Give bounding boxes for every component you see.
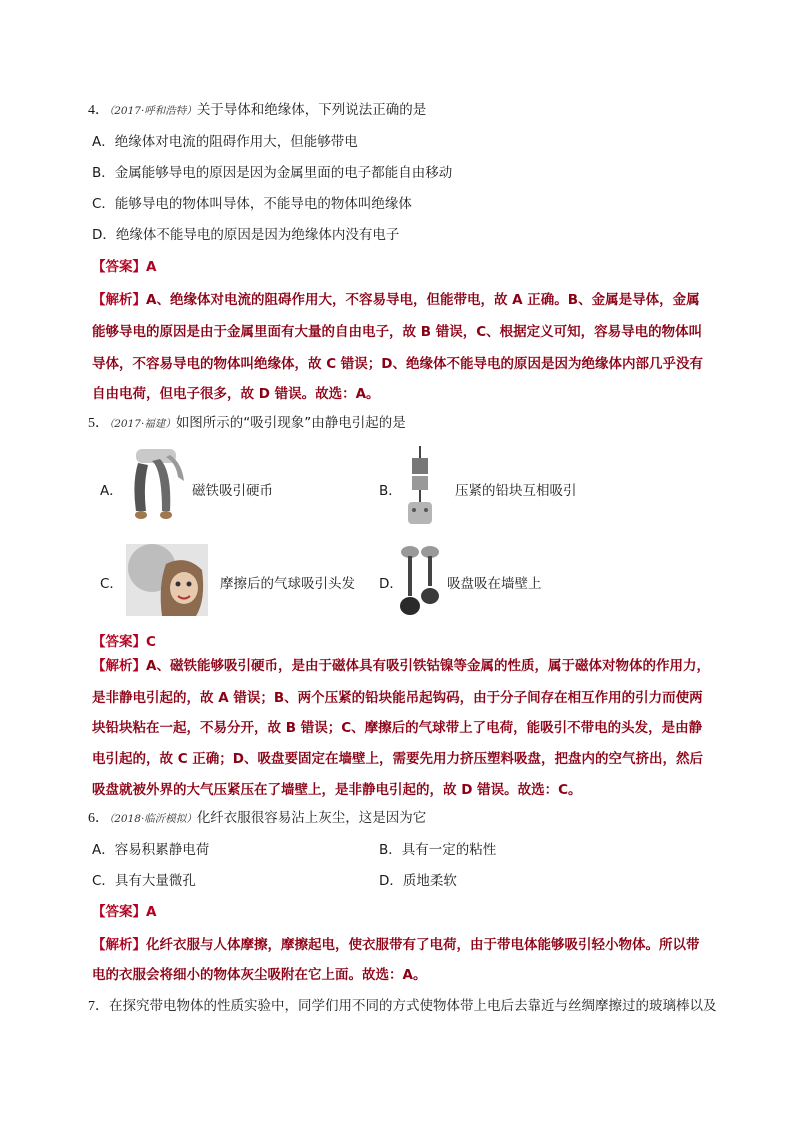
question-source: （2018·临沂模拟） xyxy=(109,813,197,825)
q4-answer xyxy=(92,257,156,277)
q4-analysis-line-4: 自由电荷，但电子很多，故 D 错误。故选：A。 xyxy=(92,386,380,402)
question-text: 在探究带电物体的性质实验中，同学们用不同的方式使物体带上电后去靠近与丝绸摩擦过的玻璃棒以及 xyxy=(109,998,717,1014)
q5-analysis-line-1 xyxy=(92,656,710,676)
suction-cup-image xyxy=(396,544,442,620)
q4-option-a: A．绝缘体对电流的阻碍作用大，但能够带电 xyxy=(92,134,358,150)
question-number: 4． xyxy=(88,103,109,118)
q6-option-d: D．质地柔软 xyxy=(379,873,457,889)
q5-option-c-text: 摩擦后的气球吸引头发 xyxy=(220,576,355,592)
q5-option-c-letter: C． xyxy=(100,576,123,592)
answer-label: 【答案】 xyxy=(92,634,146,650)
question-source: （2017·福建） xyxy=(109,418,176,430)
q4-option-d: D．绝缘体不能导电的原因是因为绝缘体内没有电子 xyxy=(92,227,400,243)
question-text: 如图所示的“吸引现象”由静电引起的是 xyxy=(175,415,406,431)
question-number: 5． xyxy=(88,416,109,431)
lead-blocks-image xyxy=(400,446,440,530)
q5-option-d-text: 吸盘吸在墙壁上 xyxy=(447,576,542,592)
q5-option-d-letter: D． xyxy=(379,576,403,592)
answer-value: A xyxy=(146,904,157,920)
q6-analysis-line-2: 电的衣服会将细小的物体灰尘吸附在它上面。故选：A。 xyxy=(92,967,427,983)
answer-value: C xyxy=(146,634,156,650)
q4-analysis-line-1 xyxy=(92,290,700,310)
q5-option-a-text: 磁铁吸引硬币 xyxy=(192,483,273,499)
answer-label: 【答案】 xyxy=(92,904,146,920)
analysis-text: 化纤衣服与人体摩擦，摩擦起电，使衣服带有了电荷，由于带电体能够吸引轻小物体。所以带 xyxy=(146,937,700,953)
q6-option-b: B．具有一定的粘性 xyxy=(379,842,497,858)
analysis-text: A、绝缘体对电流的阻碍作用大，不容易导电，但能带电，故 A 正确。B、金属是导体，金属 xyxy=(146,292,700,308)
q5-option-b-letter: B． xyxy=(379,483,402,499)
question-number: 6． xyxy=(88,811,109,826)
q5-analysis-line-3: 块铅块粘在一起，不易分开，故 B 错误；C、摩擦后的气球带上了电荷，能吸引不带电的头发，是由静 xyxy=(92,720,703,736)
q6-option-a: A．容易积累静电荷 xyxy=(92,842,210,858)
q6-answer xyxy=(92,902,156,922)
q6-analysis-line-1 xyxy=(92,935,700,955)
q5-option-a-letter: A． xyxy=(100,483,123,499)
analysis-text: A、磁铁能够吸引硬币，是由于磁体具有吸引铁钴镍等金属的性质，属于磁体对物体的作用力， xyxy=(146,658,710,674)
answer-label: 【答案】 xyxy=(92,259,146,275)
question-text: 关于导体和绝缘体，下列说法正确的是 xyxy=(196,102,427,118)
q6-option-c: C．具有大量微孔 xyxy=(92,873,196,889)
q5-analysis-line-4: 电引起的，故 C 正确；D、吸盘要固定在墙壁上，需要先用力挤压塑料吸盘，把盘内的空气挤出，然后 xyxy=(92,751,704,767)
q4-option-c: C．能够导电的物体叫导体，不能导电的物体叫绝缘体 xyxy=(92,196,412,212)
question-5-stem xyxy=(88,413,406,434)
q4-option-b: B．金属能够导电的原因是因为金属里面的电子都能自由移动 xyxy=(92,165,453,181)
analysis-label: 【解析】 xyxy=(92,658,146,674)
q5-option-b-text: 压紧的铅块互相吸引 xyxy=(455,483,577,499)
q5-answer xyxy=(92,632,156,652)
question-number: 7． xyxy=(88,999,109,1014)
analysis-label: 【解析】 xyxy=(92,937,146,953)
question-source: （2017·呼和浩特） xyxy=(109,105,197,117)
question-text: 化纤衣服很容易沾上灰尘，这是因为它 xyxy=(196,810,427,826)
q4-analysis-line-2: 能够导电的原因是由于金属里面有大量的自由电子，故 B 错误，C、根据定义可知，容易导电的物体叫 xyxy=(92,324,703,340)
question-7-stem xyxy=(88,996,717,1017)
question-4-stem xyxy=(88,100,426,121)
answer-value: A xyxy=(146,259,157,275)
magnet-coins-image xyxy=(122,447,188,523)
question-6-stem xyxy=(88,808,426,829)
balloon-hair-image xyxy=(126,544,208,616)
q4-analysis-line-3: 导体，不容易导电的物体叫绝缘体，故 C 错误；D、绝缘体不能导电的原因是因为绝缘体内部几乎没有 xyxy=(92,356,704,372)
q5-analysis-line-5: 吸盘就被外界的大气压紧压在了墙壁上，是非静电引起的，故 D 错误。故选：C。 xyxy=(92,782,582,798)
q5-analysis-line-2: 是非静电引起的，故 A 错误；B、两个压紧的铅块能吊起钩码，由于分子间存在相互作用的引力而使两 xyxy=(92,690,703,706)
analysis-label: 【解析】 xyxy=(92,292,146,308)
